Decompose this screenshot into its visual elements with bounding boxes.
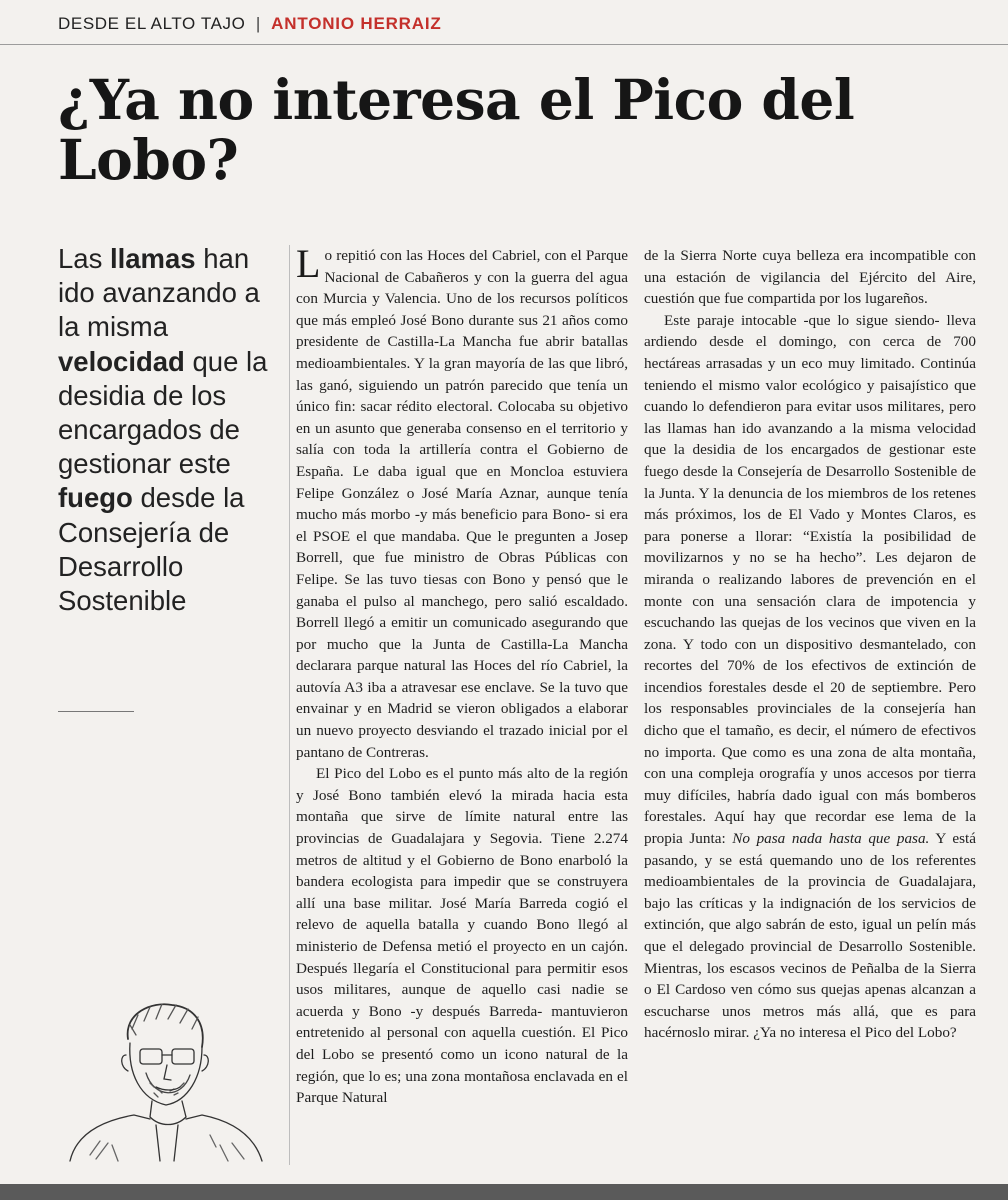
article-column-1 [296, 241, 628, 1109]
header-separator: | [255, 14, 261, 33]
section-name: DESDE EL ALTO TAJO [58, 14, 246, 33]
header-rule [0, 44, 1008, 45]
paragraph-2-continued: de la Sierra Norte cuya belleza era incompatible con una estación de vigilancia del Ejército del Aire, cuestión que fue compartida por los lugareños. [644, 247, 976, 308]
page-footer-bar [0, 1184, 1008, 1200]
pull-quote-bold: velocidad [58, 345, 185, 377]
paragraph-3 [644, 310, 976, 1044]
headline: ¿Ya no interesa el Pico del Lobo? [58, 67, 855, 192]
author-portrait-illustration [60, 995, 268, 1163]
section-header [58, 14, 442, 34]
pull-quote-text: que la desidia de los encargados de gestionar este [58, 345, 268, 480]
paragraph-3-text: Y está pasando, y se está quemando uno de los referentes medioambientales de la provincia de Guadalajara, bajo las críticas y la indignación de los servicios de extinción, que algo sabrán de esto, igual un pelín más que el delegado provincial de Desarrollo Sostenible. Mientras, los escasos vecinos de Peñalba de la Sierra o El Cardoso ven cómo sus quejas apenas alcanzan a escucharse unos metros más allá, que es para hacérnoslo mirar. ¿Ya no interesa el Pico del Lobo? [644, 830, 976, 1042]
paragraph-2: El Pico del Lobo es el punto más alto de la región y José Bono también elevó la mirada hacia esta montaña que sirve de límite natural entre las provincias de Guadalajara y Segovia. Tiene 2.274 metros de altitud y el Gobierno de Bono enarboló la bandera ecologista para impedir que se construyera allí una base militar. José María Barreda cogió el relevo de aquella batalla y cuando Bono llegó al ministerio de Defensa metió el proyecto en un cajón. Después llegaría el Constitucional para permitir esos usos militares, aunque de aquello casi nadie se acuerda y Bono -y después Barreda- mantuvieron entretenido al personal con aquella cuestión. El Pico del Lobo se presentó como un icono natural de la región, que lo es; una zona montañosa enclavada en el Parque Natural [296, 765, 628, 1107]
junta-slogan: No pasa nada hasta que pasa. [732, 830, 930, 848]
pull-quote [58, 242, 268, 618]
article-column-2 [644, 245, 976, 1044]
paragraph-3-text: Este paraje intocable -que lo sigue siendo- lleva ardiendo desde el domingo, con cerca de 700 hectáreas arrasadas y un eco muy limitado. Continúa teniendo el mismo valor ecológico y paisajístico que cuando lo defendieron para evitar usos militares, pero las llamas han ido avanzando a la misma velocidad que la desidia de los encargados de gestionar este fuego desde la Consejería de Desarrollo Sostenible de la Junta. Y la denuncia de los miembros de los retenes más próximos, los de El Vado y Montes Claros, es para ponerse a llorar: “Existía la posibilidad de movilizarnos y no se ha hecho”. Les dejaron de miranda o realizando labores de prevención en el monte con una sensación clara de impotencia y escuchando las quejas de los vecinos que viven en la zona. Y todo con un dispositivo desmantelado, con recortes del 70% de los efectivos de extinción de incendios forestales desde el 20 de septiembre. Pero los responsables provinciales de la consejería han dicho que el tamaño, es decir, el número de efectivos no importa. Que como es una zona de alta montaña, con una compleja orografía y unos accesos por tierra muy difíciles, habría dado igual con más bomberos forestales. Aquí hay que recordar ese lema de la propia Junta: [644, 311, 976, 848]
author-name: ANTONIO HERRAIZ [271, 14, 442, 33]
pull-quote-text: Las [58, 243, 110, 274]
drop-cap: L [296, 241, 321, 286]
pull-quote-rule [58, 711, 134, 712]
pull-quote-bold: fuego [58, 482, 133, 514]
pull-quote-text: desde la Consejería de Desarrollo Sostenible [58, 482, 245, 617]
pull-quote-text: han ido avanzando a la misma [58, 243, 260, 343]
paragraph-1: o repitió con las Hoces del Cabriel, con el Parque Nacional de Cabañeros y con la guerra del agua con Murcia y Valencia. Uno de los recursos políticos que más empleó José Bono durante sus 21 años como presidente de Castilla-La Mancha fue abrir batallas medioambientales. Y la gran mayoría de las que libró, las ganó, siguiendo un patrón parecido que tenía un único fin: sacar rédito electoral. Colocaba su objetivo en un asunto que generaba consenso en el territorio y salía con toda la artillería contra el Gobierno de España. Le daba igual que en Moncloa estuviera Felipe González o José María Aznar, aunque tenía mucho más morbo -y más beneficio para Bono- si era el PSOE el que mandaba. Que le pregunten a Josep Borrell, que fue ministro de Obras Públicas con Felipe. Se las tuvo tiesas con Bono y pensó que le ganaba el pulso al manchego, pero salió escaldado. Borrell llegó a emitir un comunicado asegurando que por mucho que la Junta de Castilla-La Mancha declarara parque natural las Hoces del río Cabriel, la autovía A3 iba a atravesar ese enclave. Se la tuvo que envainar y en Madrid se vieron obligados a elaborar un nuevo proyecto desviando el trazado inicial por el pantano de Contreras. [296, 247, 628, 761]
pull-quote-bold: llamas [109, 243, 196, 274]
column-divider [289, 245, 290, 1165]
